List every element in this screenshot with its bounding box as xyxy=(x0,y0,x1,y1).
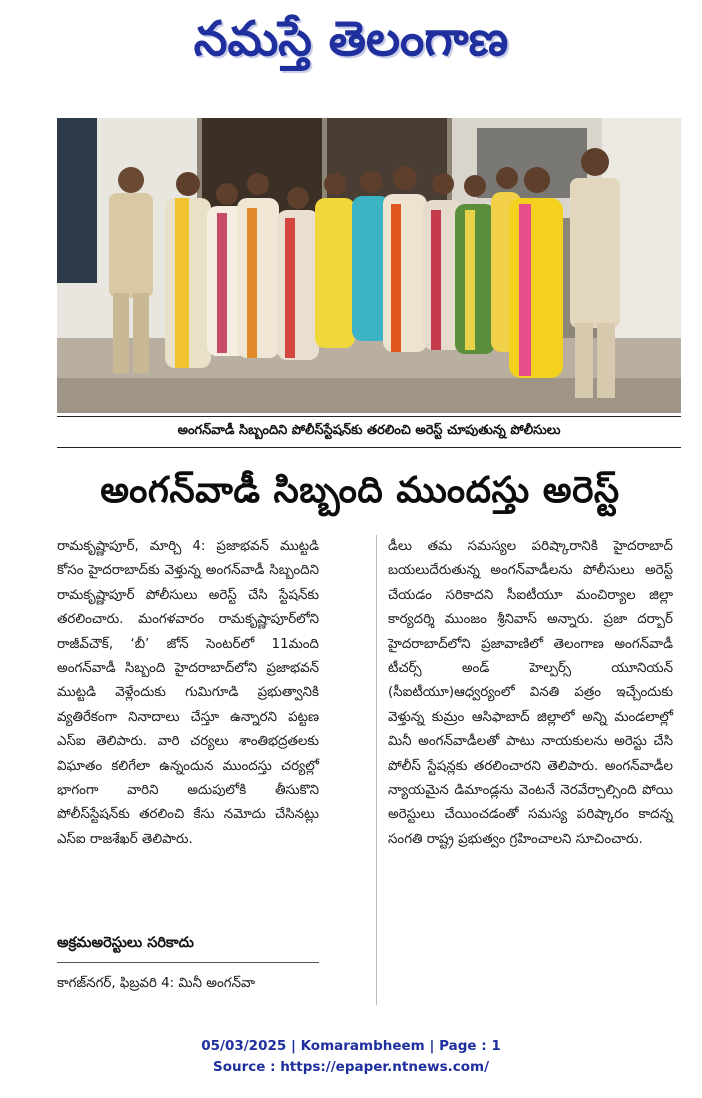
caption-top-rule xyxy=(57,416,681,417)
column-divider xyxy=(376,535,377,1005)
news-photo xyxy=(57,118,681,413)
article-column-left xyxy=(57,535,319,852)
subhead-rule xyxy=(57,962,319,963)
footer-date-edition: 05/03/2025 | Komarambheem | Page : 1 xyxy=(201,1038,501,1054)
article-column-right xyxy=(388,535,673,852)
photo-caption: అంగన్‌వాడీ సిబ్బందిని పోలీస్‌స్టేషన్‌కు తరలించి అరెస్ట్‌ చూపుతున్న పోలీసులు xyxy=(177,423,561,438)
footer-source: Source : https://epaper.ntnews.com/ xyxy=(212,1059,490,1075)
article-column-left-continued xyxy=(57,972,319,996)
article-paragraph: కాగజ్‌నగర్‌, ఫిబ్రవరి 4: మినీ అంగన్‌వా xyxy=(57,976,255,991)
caption-bottom-rule xyxy=(57,447,681,448)
article-subhead: అక్రమఅరెస్టులు సరికాదు xyxy=(57,935,194,951)
group-photo-icon xyxy=(57,118,681,413)
masthead-title: నమస్తే తెలంగాణ xyxy=(193,11,509,67)
article-paragraph: డీలు తమ సమస్యల పరిష్కారానికి హైదరాబాద్‌ బయలుదేరుతున్న అంగన్‌వాడీలను పోలీసులు అరెస్ట్‌ చేయడం సరికాదని సీఐటీయూ మంచిర్యాల జిల్లా కార్యదర్శి ముంజం శ్రీనివాస్‌ అన్నారు. ప్రజా దర్బార్‌ హైదరాబాద్‌లోని ప్రజావాణిలో తెలంగాణ అంగన్‌వాడీ టీచర్స్‌ అండ్‌ హెల్పర్స్‌ యూనియన్‌ (సీఐటీయూ)ఆధ్వర్యంలో వినతి పత్రం ఇచ్చేందుకు వెళ్తున్న కుమ్రం ఆసిఫాబాద్‌ జిల్లాలో అన్ని మండలాల్లో మినీ అంగన్‌వాడీలతో పాటు నాయకులను అరెస్టు చేసి పోలీస్‌ స్టేషన్లకు తరలించారని తెలిపారు. అంగన్‌వాడీల న్యాయమైన డిమాండ్లను వెంటనే నెరవేర్చాల్సింది పోయి అరెస్టులు చేయించడంతో సమస్య పరిష్కారం కాదన్న సంగతి రాష్ట్ర ప్రభుత్వం గ్రహించాలని సూచించారు. xyxy=(388,539,673,847)
article-paragraph: రామకృష్ణాపూర్‌, మార్చి 4: ప్రజాభవన్‌ ముట్టడి కోసం హైదరాబాద్‌కు వెళ్తున్న అంగన్‌వాడీ సిబ్బందిని రామకృష్ణాపూర్‌ పోలీసులు అరెస్ట్‌ చేసి స్టేషన్‌కు తరలించారు. మంగళవారం రామకృష్ణాపూర్‌లోని రాజీవ్‌చౌక్‌, ‘బీ’ జోన్‌ సెంటర్‌లో 11మంది అంగన్‌వాడీ సిబ్బంది హైదరాబాద్‌లోని ప్రజాభవన్‌ ముట్టడి వెళ్లేందుకు గుమిగూడి ప్రభుత్వానికి వ్యతిరేకంగా నినాదాలు చేస్తూ ఉన్నారని పట్టణ ఎస్‌ఐ తెలిపారు. వారి చర్యలు శాంతిభద్రతలకు విఘాతం కలిగేలా ఉన్నందున ముందస్తు చర్యల్లో భాగంగా వారిని అదుపులోకి తీసుకొని పోలీస్‌స్టేషన్‌కు తరలించి కేసు నమోదు చేసినట్లు ఎస్‌ఐ రాజశేఖర్‌ తెలిపారు. xyxy=(57,539,319,847)
headline: అంగన్‌వాడీ సిబ్బంది ముందస్తు అరెస్ట్‌ xyxy=(100,470,620,511)
